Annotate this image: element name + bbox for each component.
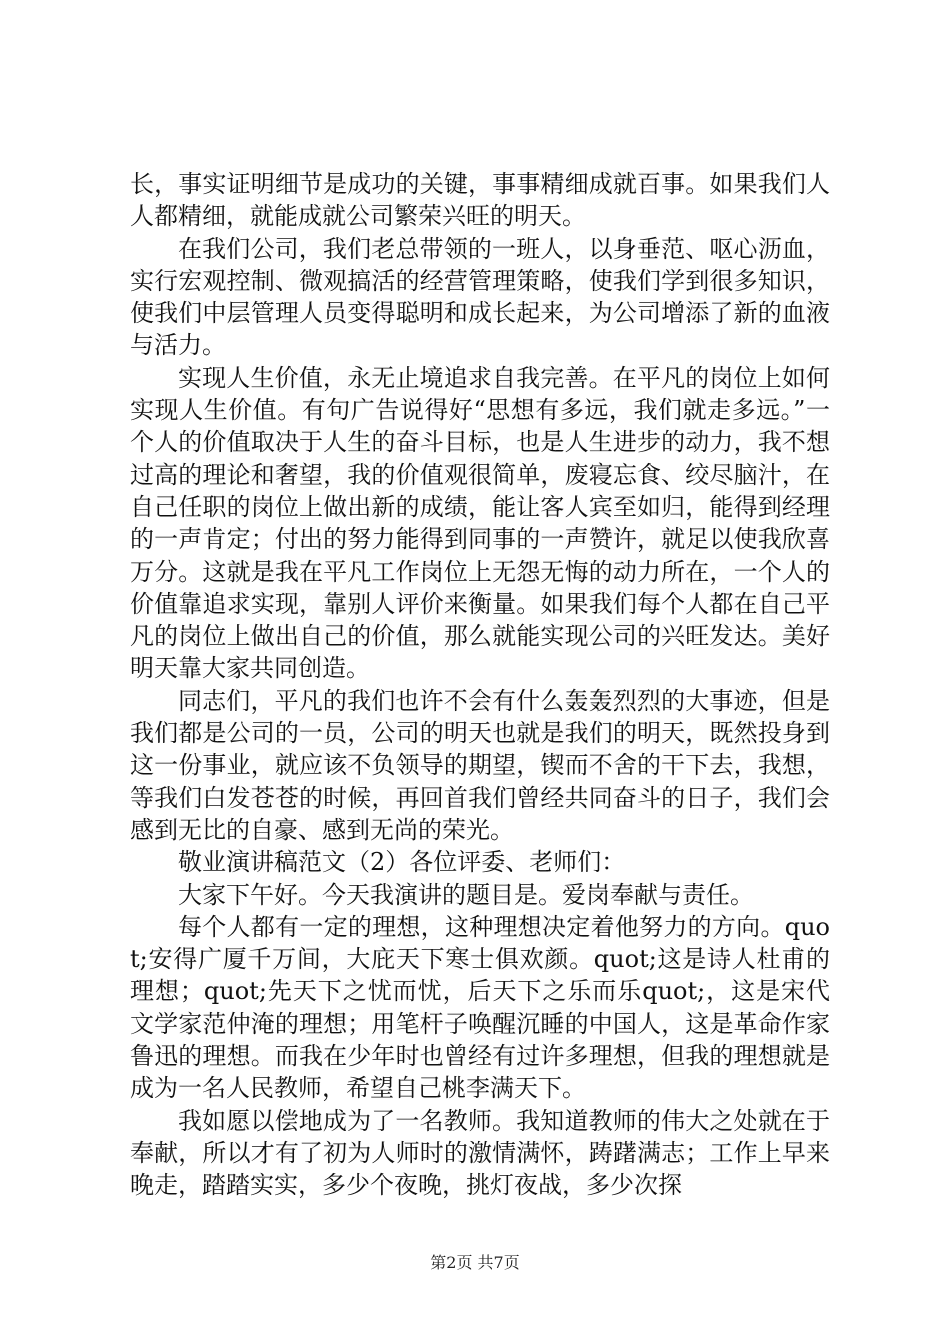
- paragraph-greeting: 大家下午好。今天我演讲的题目是。爱岗奉献与责任。: [178, 880, 754, 909]
- paragraph-company-leadership: 在我们公司，我们老总带领的一班人，以身垂范、呕心沥血，实行宏观控制、微观搞活的经营管理策略，使我们学到很多知识，使我们中层管理人员变得聪明和成长起来，为公司增添了新的血液与活力。: [130, 234, 830, 360]
- page-number-footer: 第2页 共7页: [430, 1253, 520, 1272]
- document-body: [130, 168, 830, 1202]
- paragraph-life-value: 实现人生价值，永无止境追求自我完善。在平凡的岗位上如何实现人生价值。有句广告说得好“思想有多远，我们就走多远。”一个人的价值取决于人生的奋斗目标，也是人生进步的动力，我不想过高的理论和奢望，我的价值观很简单，废寝忘食、绞尽脑汁，在自己任职的岗位上做出新的成绩，能让客人宾至如归，能得到经理的一声肯定；付出的努力能得到同事的一声赞许，就足以使我欣喜万分。这就是我在平凡工作岗位上无怨无悔的动力所在，一个人的价值靠追求实现，靠别人评价来衡量。如果我们每个人都在自己平凡的岗位上做出自己的价值，那么就能实现公司的兴旺发达。美好明天靠大家共同创造。: [130, 363, 830, 683]
- paragraph-teacher: 我如愿以偿地成为了一名教师。我知道教师的伟大之处就在于奉献，所以才有了初为人师时的激情满怀，踌躇满志；工作上早来晚走，踏踏实实，多少个夜晚，挑灯夜战，多少次探: [130, 1106, 830, 1200]
- paragraph-comrades: 同志们，平凡的我们也许不会有什么轰轰烈烈的大事迹，但是我们都是公司的一员，公司的明天也就是我们的明天，既然投身到这一份事业，就应该不负领导的期望，锲而不舍的干下去，我想，等我们白发苍苍的时候，再回首我们曾经共同奋斗的日子，我们会感到无比的自豪、感到无尚的荣光。: [130, 686, 830, 844]
- paragraph-ideals: 每个人都有一定的理想，这种理想决定着他努力的方向。quot;安得广厦千万间，大庇天下寒士俱欢颜。quot;这是诗人杜甫的理想；quot;先天下之忧而忧，后天下之乐而乐quot;，这是宋代文学家范仲淹的理想；用笔杆子唤醒沉睡的中国人，这是革命作家鲁迅的理想。而我在少年时也曾经有过许多理想，但我的理想就是成为一名人民教师，希望自己桃李满天下。: [130, 912, 830, 1103]
- paragraph-continuation: 长，事实证明细节是成功的关键，事事精细成就百事。如果我们人人都精细，就能成就公司繁荣兴旺的明天。: [130, 170, 830, 231]
- paragraph-speech-title: 敬业演讲稿范文（2）各位评委、老师们：: [178, 848, 626, 877]
